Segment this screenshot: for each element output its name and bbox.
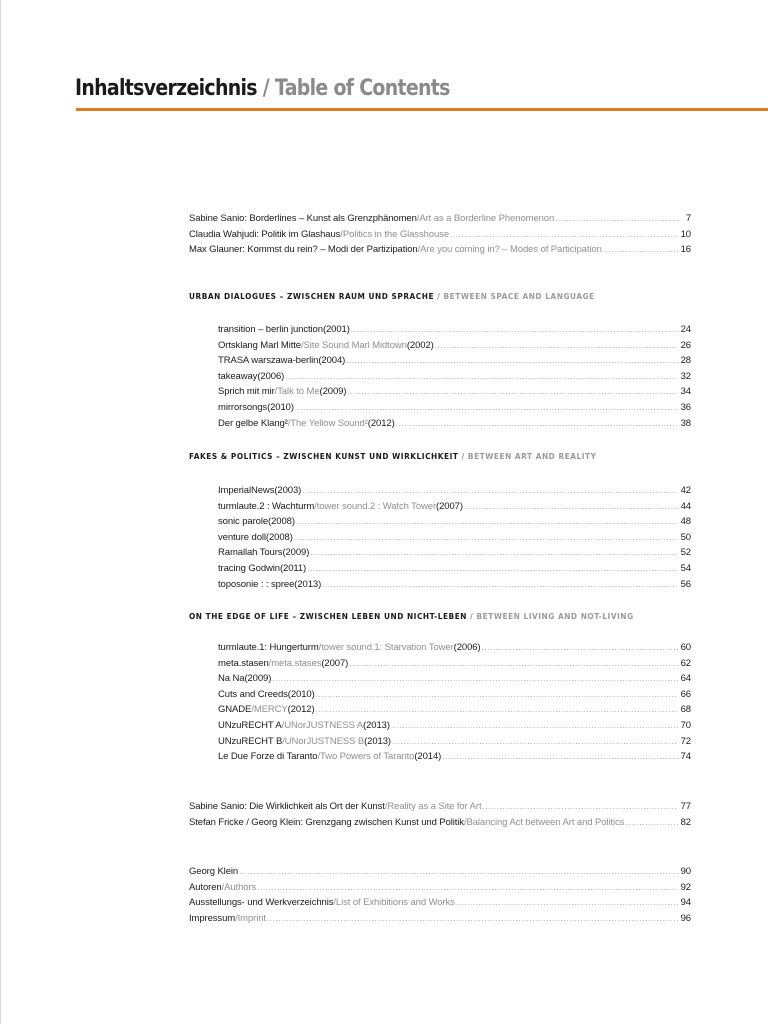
title-german: Inhaltsverzeichnis <box>75 76 257 101</box>
entry-page-number: 48 <box>680 516 691 528</box>
toc-entry[interactable] <box>218 671 691 687</box>
dot-leader <box>464 499 678 515</box>
entry-separator: / <box>274 386 278 398</box>
entry-translation: meta.stases <box>271 657 322 669</box>
entry-separator: / <box>318 642 322 653</box>
entry-title: Claudia Wahjudi: Politik im Glashaus <box>189 228 341 240</box>
toc-entry[interactable] <box>218 640 691 656</box>
entry-page-number: 62 <box>680 657 691 669</box>
section-heading-german: FAKES & POLITICS – ZWISCHEN KUNST UND WIRKLICHKEIT <box>189 452 459 461</box>
toc-entry[interactable] <box>189 864 691 880</box>
toc-entry[interactable] <box>218 369 691 385</box>
entry-separator: / <box>417 244 421 256</box>
entry-year: (2014) <box>414 751 442 763</box>
dot-leader <box>391 718 678 734</box>
section-heading <box>189 292 704 301</box>
toc-entry[interactable] <box>189 799 691 815</box>
dot-leader <box>349 656 678 672</box>
entry-page-number: 64 <box>680 673 691 685</box>
entry-page-number: 96 <box>680 912 691 924</box>
dot-leader <box>316 687 678 703</box>
entry-title: Sprich mit mir <box>218 386 275 398</box>
entry-translation: UNorJUSTNESS A <box>284 719 364 731</box>
entry-separator: / <box>384 801 388 812</box>
entry-year: (2007) <box>321 657 349 669</box>
toc-entry[interactable] <box>218 514 691 530</box>
entry-title: Georg Klein <box>189 866 239 877</box>
entry-translation: tower sound.2 : Watch Tower <box>316 500 437 512</box>
section-heading-separator: / <box>467 612 477 621</box>
entry-separator: / <box>268 657 272 669</box>
entry-year: (2006) <box>257 370 285 382</box>
entry-separator: / <box>287 417 291 429</box>
dot-leader <box>296 514 678 530</box>
dot-leader <box>442 749 678 765</box>
entry-year: (2013) <box>294 578 322 590</box>
section-heading-german: ON THE EDGE OF LIFE – ZWISCHEN LEBEN UND NICHT-LEBEN <box>189 612 468 621</box>
dot-leader <box>272 671 678 687</box>
entry-year: (2008) <box>265 531 293 543</box>
entry-title: ImperialNews <box>218 485 275 496</box>
entry-page-number: 24 <box>680 324 691 335</box>
toc-entry[interactable] <box>189 227 691 243</box>
toc-entry[interactable] <box>218 687 691 703</box>
entry-year: (2012) <box>367 417 395 429</box>
entry-title: GNADE <box>218 704 252 716</box>
entry-translation: UNorJUSTNESS B <box>284 735 365 747</box>
toc-entry[interactable] <box>218 338 691 354</box>
toc-entry[interactable] <box>218 718 691 734</box>
section-heading-english: BETWEEN LIVING AND NOT-LIVING <box>476 612 634 621</box>
entry-title: Cuts and Creeds <box>218 688 288 700</box>
entry-year: (2010) <box>287 688 315 700</box>
entry-separator: / <box>317 751 320 763</box>
dot-leader <box>456 895 678 911</box>
toc-entry[interactable] <box>218 561 691 577</box>
toc-entry[interactable] <box>218 353 691 369</box>
toc-entry[interactable] <box>189 880 691 896</box>
entry-title: Sabine Sanio: Borderlines – Kunst als Grenzphänomen <box>189 213 417 224</box>
dot-leader <box>307 561 678 577</box>
title-separator: / <box>256 76 275 101</box>
entry-page-number: 34 <box>680 386 691 398</box>
entry-title: mirrorsongs <box>218 401 268 413</box>
dot-leader <box>322 577 678 593</box>
entry-translation: Authors <box>224 881 257 893</box>
entry-year: (2011) <box>279 562 307 574</box>
entry-year: (2007) <box>436 500 463 512</box>
entry-title: Max Glauner: Kommst du rein? – Modi der Partizipation <box>189 244 418 256</box>
entry-separator: / <box>333 897 336 909</box>
dot-leader <box>302 483 678 499</box>
entry-translation: Art as a Borderline Phenomenon <box>419 213 555 224</box>
entry-page-number: 74 <box>680 751 691 763</box>
toc-entry[interactable] <box>218 322 691 338</box>
entry-page-number: 7 <box>685 213 691 224</box>
entry-translation: Balancing Act between Art and Politics <box>466 816 625 828</box>
entry-page-number: 28 <box>680 355 691 367</box>
entry-year: (2006) <box>453 642 481 653</box>
dot-leader <box>555 211 678 227</box>
entry-title: UNzuRECHT A <box>218 719 282 731</box>
dot-leader <box>482 640 678 656</box>
dot-leader <box>603 242 678 258</box>
entry-title: Na Na <box>218 673 245 685</box>
entry-year: (2009) <box>244 673 272 685</box>
entry-separator: / <box>463 816 467 828</box>
toc-entry[interactable] <box>218 577 691 593</box>
dot-leader <box>450 227 678 243</box>
section-entries <box>218 640 691 765</box>
appendix-entries <box>189 864 691 926</box>
entry-year: (2003) <box>274 485 302 496</box>
entry-title: meta.stasen <box>218 657 269 669</box>
dot-leader <box>435 338 678 354</box>
dot-leader <box>295 400 678 416</box>
entry-title: turmlaute.2 : Wachturm <box>218 500 315 512</box>
entry-translation: Imprint <box>237 912 266 924</box>
entry-page-number: 68 <box>680 704 691 716</box>
entry-page-number: 10 <box>680 228 691 240</box>
toc-entry[interactable] <box>189 242 691 258</box>
entry-page-number: 92 <box>680 881 691 893</box>
dot-leader <box>351 322 678 338</box>
entry-separator: / <box>235 912 238 924</box>
entry-page-number: 32 <box>680 370 691 382</box>
entry-page-number: 42 <box>680 485 691 496</box>
entry-translation: The Yellow Sound² <box>290 417 368 429</box>
entry-separator: / <box>251 704 254 716</box>
toc-entry[interactable] <box>218 734 691 750</box>
entry-page-number: 36 <box>680 401 691 413</box>
entry-page-number: 56 <box>680 578 691 590</box>
entry-year: (2009) <box>282 547 310 559</box>
entry-year: (2008) <box>268 516 295 528</box>
section-heading <box>189 612 704 621</box>
toc-entry[interactable] <box>218 483 691 499</box>
entry-title: Ausstellungs- und Werkverzeichnis <box>189 897 334 909</box>
entry-page-number: 26 <box>680 339 691 351</box>
entry-translation: Politics in the Glasshouse <box>342 228 450 240</box>
entry-page-number: 90 <box>680 866 691 877</box>
toc-entry[interactable] <box>218 749 691 765</box>
entry-page-number: 82 <box>680 816 691 828</box>
entry-page-number: 66 <box>680 688 691 700</box>
entry-translation: Reality as a Site for Art <box>387 801 482 812</box>
entry-year: (2013) <box>364 735 391 747</box>
dot-leader <box>346 353 678 369</box>
section-heading-english: BETWEEN SPACE AND LANGUAGE <box>443 292 595 301</box>
entry-page-number: 70 <box>680 719 691 731</box>
entry-separator: / <box>301 339 304 351</box>
toc-entry[interactable] <box>189 815 691 831</box>
entry-title: Ramallah Tours <box>218 547 283 559</box>
dot-leader <box>310 545 678 561</box>
entry-title: Stefan Fricke / Georg Klein: Grenzgang zwischen Kunst und Politik <box>189 816 464 828</box>
toc-entry[interactable] <box>189 895 691 911</box>
entry-translation: Two Powers of Taranto <box>320 751 415 763</box>
entry-separator: / <box>281 719 285 731</box>
section-entries <box>218 483 691 592</box>
entry-separator: / <box>416 213 420 224</box>
toc-entry[interactable] <box>218 545 691 561</box>
entry-translation: List of Exhibitions and Works <box>335 897 455 909</box>
entry-translation: tower sound.1: Starvation Tower <box>321 642 454 653</box>
entry-year: (2012) <box>287 704 315 716</box>
entry-page-number: 44 <box>680 500 691 512</box>
entry-year: (2009) <box>319 386 347 398</box>
entry-title: Le Due Forze di Taranto <box>218 751 318 763</box>
entry-title: TRASA warszawa-berlin <box>218 355 319 367</box>
entry-title: venture doll <box>218 531 266 543</box>
entry-page-number: 50 <box>680 531 691 543</box>
intro-essays <box>189 211 691 258</box>
toc-entry[interactable] <box>218 702 691 718</box>
entry-separator: / <box>221 881 225 893</box>
dot-leader <box>625 815 678 831</box>
dot-leader <box>267 911 678 927</box>
section-heading-separator: / <box>434 292 444 301</box>
toc-entry[interactable] <box>218 416 691 432</box>
dot-leader <box>392 734 678 750</box>
toc-entry[interactable] <box>218 400 691 416</box>
entry-separator: / <box>340 228 343 240</box>
toc-entry[interactable] <box>189 211 691 227</box>
entry-page-number: 77 <box>680 801 691 812</box>
entry-separator: / <box>314 500 317 512</box>
dot-leader <box>316 702 678 718</box>
entry-year: (2004) <box>318 355 346 367</box>
entry-year: (2013) <box>363 719 390 731</box>
closing-essays <box>189 799 691 830</box>
entry-page-number: 54 <box>680 562 691 574</box>
entry-page-number: 94 <box>680 897 691 909</box>
entry-translation: Site Sound Marl Midtown <box>303 339 407 351</box>
entry-translation: MERCY <box>253 704 288 716</box>
entry-year: (2001) <box>322 324 350 335</box>
entry-title: Autoren <box>189 881 222 893</box>
entry-title: Der gelbe Klang² <box>218 417 288 429</box>
entry-title: toposonie : : spree <box>218 578 295 590</box>
entry-page-number: 16 <box>680 244 691 256</box>
section-heading-english: BETWEEN ART AND REALITY <box>467 452 597 461</box>
dot-leader <box>239 864 678 880</box>
entry-title: Impressum <box>189 912 236 924</box>
toc-entry[interactable] <box>189 911 691 927</box>
dot-leader <box>396 416 678 432</box>
dot-leader <box>294 530 678 546</box>
entry-year: (2010) <box>267 401 294 413</box>
dot-leader <box>285 369 678 385</box>
entry-translation: Are you coming in? – Modes of Participation <box>420 244 602 256</box>
section-entries <box>218 322 691 431</box>
entry-title: takeaway <box>218 370 258 382</box>
entry-year: (2002) <box>406 339 434 351</box>
section-heading-german: URBAN DIALOGUES – ZWISCHEN RAUM UND SPRACHE <box>189 292 435 301</box>
entry-page-number: 72 <box>680 735 691 747</box>
section-heading <box>189 452 704 461</box>
entry-title: tracing Godwin <box>218 562 280 574</box>
entry-title: turmlaute.1: Hungerturm <box>218 642 319 653</box>
toc-entry[interactable] <box>218 656 691 672</box>
toc-entry[interactable] <box>218 499 691 515</box>
entry-page-number: 38 <box>680 417 691 429</box>
entry-page-number: 52 <box>680 547 691 559</box>
toc-entry[interactable] <box>218 384 691 400</box>
dot-leader <box>347 384 678 400</box>
toc-entry[interactable] <box>218 530 691 546</box>
title-english: Table of Contents <box>274 76 450 101</box>
dot-leader <box>257 880 678 896</box>
entry-title: Ortsklang Marl Mitte <box>218 339 301 351</box>
entry-page-number: 60 <box>680 642 691 653</box>
entry-title: UNzuRECHT B <box>218 735 283 747</box>
entry-title: transition – berlin junction <box>218 324 323 335</box>
entry-translation: Talk to Me <box>277 386 320 398</box>
section-heading-separator: / <box>458 452 468 461</box>
entry-separator: / <box>282 735 285 747</box>
dot-leader <box>483 799 678 815</box>
entry-title: Sabine Sanio: Die Wirklichkeit als Ort der Kunst <box>189 801 385 812</box>
entry-title: sonic parole <box>218 516 269 528</box>
